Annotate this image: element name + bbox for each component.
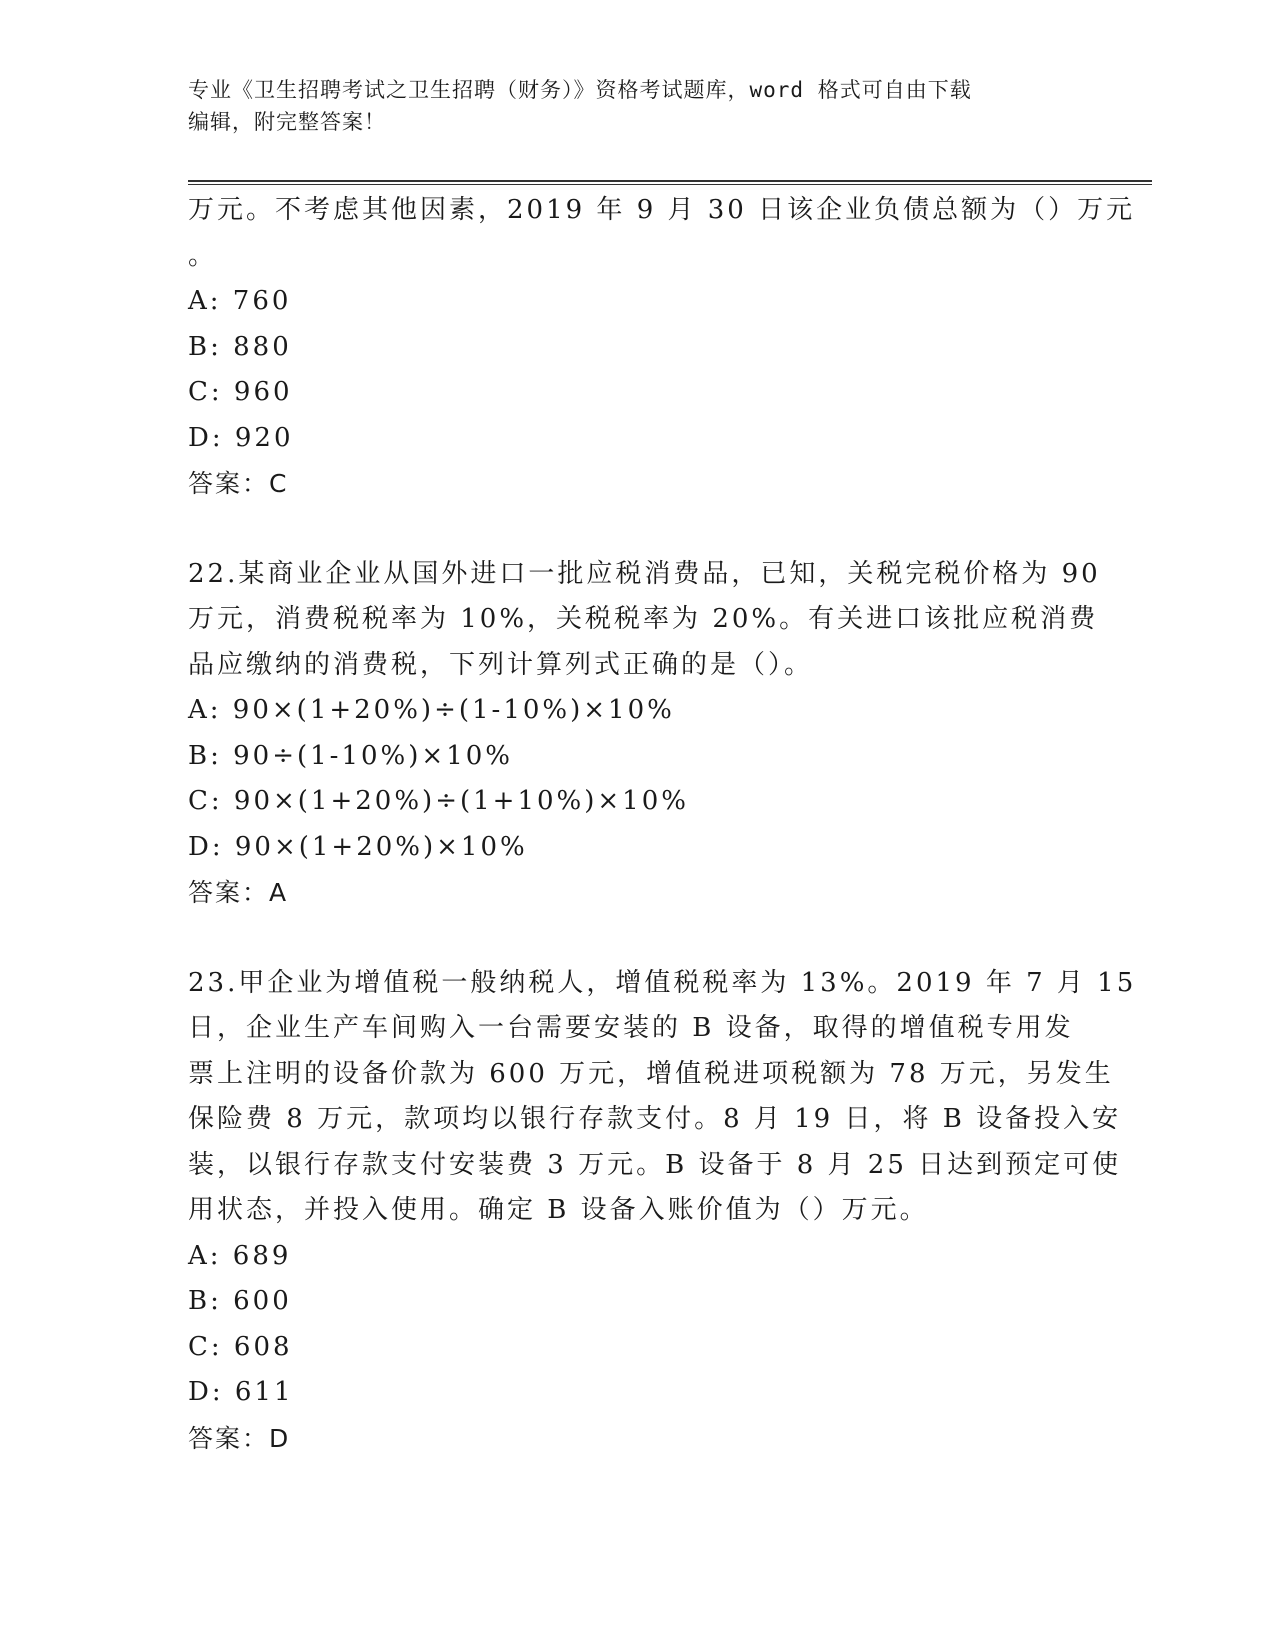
option-c: C: 960 [188, 377, 293, 407]
question-text-line: 万元，消费税税率为 10%，关税税率为 20%。有关进口该批应税消费 [188, 604, 1099, 634]
answer-label: 答案：D [188, 1423, 291, 1453]
option-d: D: 920 [188, 422, 294, 453]
question-text-line: 。 [188, 240, 218, 271]
question-text-line: 日，企业生产车间购入一台需要安装的 B 设备，取得的增值税专用发 [188, 1013, 1074, 1043]
option-b: B: 600 [188, 1286, 292, 1316]
question-text-line: 22.某商业企业从国外进口一批应税消费品，已知，关税完税价格为 90 [188, 558, 1101, 589]
question-text-line: 票上注明的设备价款为 600 万元，增值税进项税额为 78 万元，另发生 [188, 1058, 1114, 1089]
option-d: D: 90×(1+20%)×10% [188, 831, 528, 862]
option-c: C: 608 [188, 1331, 293, 1362]
option-b: B: 90÷(1-10%)×10% [188, 740, 513, 771]
option-a: A: 760 [188, 286, 292, 316]
spacer [188, 916, 1088, 961]
question-23 [188, 961, 1137, 1462]
header-title-line-2: 编辑，附完整答案！ [188, 110, 386, 134]
question-content [188, 188, 1137, 1461]
question-text-line: 23.甲企业为增值税一般纳税人，增值税税率为 13%。2019 年 7 月 15 [188, 967, 1137, 998]
question-text-line: 万元。不考虑其他因素，2019 年 9 月 30 日该企业负债总额为（）万元 [188, 195, 1136, 225]
question-text-line: 保险费 8 万元，款项均以银行存款支付。8 月 19 日，将 B 设备投入安 [188, 1104, 1122, 1134]
header-rule-thin [188, 184, 1152, 185]
question-text-line: 装，以银行存款支付安装费 3 万元。B 设备于 8 月 25 日达到预定可使 [188, 1149, 1122, 1180]
option-c: C: 90×(1+20%)÷(1+10%)×10% [188, 786, 689, 816]
header-rule-thick [188, 180, 1152, 182]
page-header [188, 74, 1068, 138]
question-text-line: 品应缴纳的消费税，下列计算列式正确的是（）。 [188, 649, 814, 680]
option-a: A: 90×(1+20%)÷(1-10%)×10% [188, 695, 675, 725]
answer-label: 答案：A [188, 878, 289, 907]
question-21-continued [188, 188, 1136, 507]
header-title-line-1: 专业《卫生招聘考试之卫生招聘（财务）》资格考试题库，word 格式可自由下载 [188, 78, 972, 102]
option-b: B: 880 [188, 331, 292, 362]
question-text-line: 用状态，并投入使用。确定 B 设备入账价值为（）万元。 [188, 1195, 929, 1225]
spacer [188, 507, 1088, 552]
option-a: A: 689 [188, 1240, 292, 1271]
option-d: D: 611 [188, 1377, 294, 1407]
question-22 [188, 552, 1101, 916]
answer-label: 答案：C [188, 469, 289, 498]
